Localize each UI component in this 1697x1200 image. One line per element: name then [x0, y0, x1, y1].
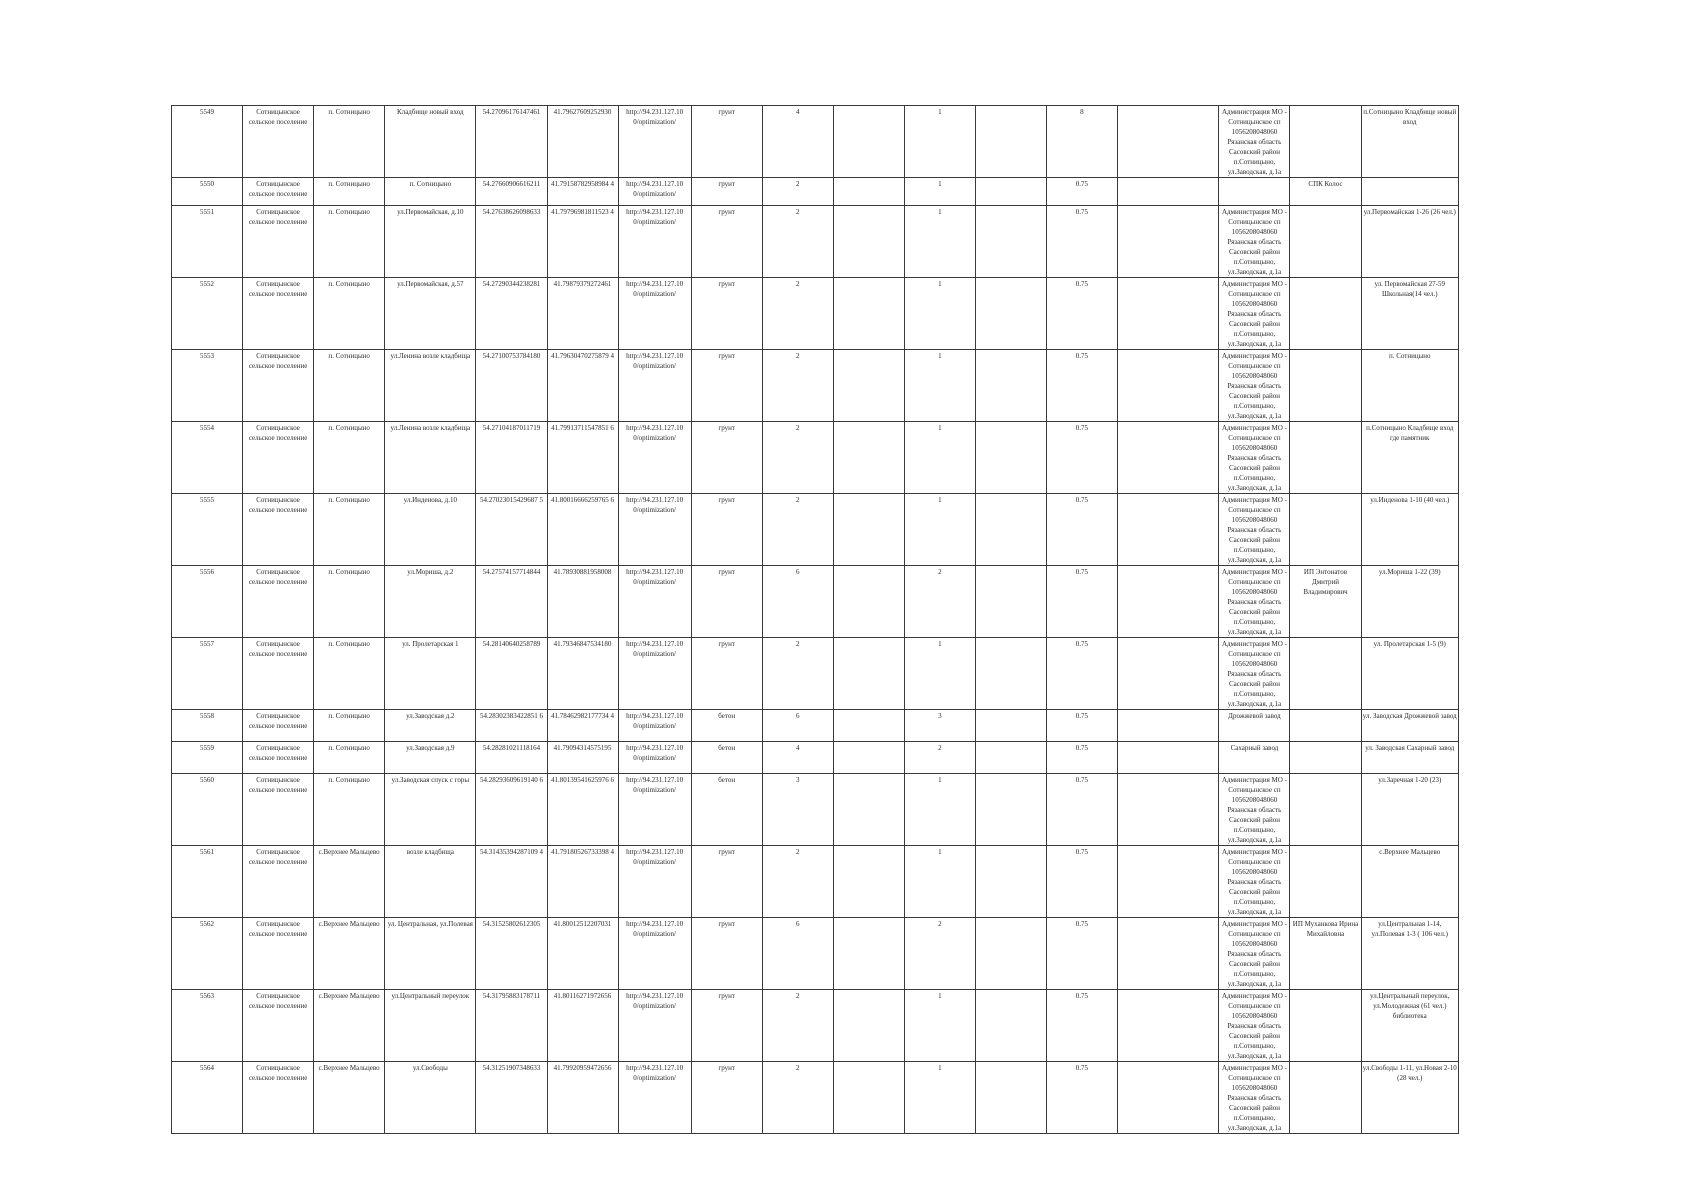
cell-locality: п. Сотницыно — [314, 106, 385, 178]
cell-owner: Администрация МО - Сотницынское сп 1056208048060 Рязанская область Сасовский район п.Сотницыно, ул.Заводская, д.1а — [1219, 638, 1290, 710]
cell-empty-1 — [833, 774, 904, 846]
cell-settlement: Сотницынское сельское поселение — [243, 278, 314, 350]
cell-area: 6 — [762, 566, 833, 638]
cell-empty-1 — [833, 1062, 904, 1134]
cell-owner: Администрация МО - Сотницынское сп 1056208048060 Рязанская область Сасовский район п.Сотницыно, ул.Заводская, д.1а — [1219, 1062, 1290, 1134]
cell-containers: 1 — [904, 846, 975, 918]
table-row — [172, 774, 1459, 846]
cell-organization — [1290, 278, 1361, 350]
cell-organization — [1290, 774, 1361, 846]
cell-organization: ИП Муханкова Ирина Михайловна — [1290, 918, 1361, 990]
cell-surface: грунт — [691, 350, 762, 422]
cell-organization — [1290, 494, 1361, 566]
table-row — [172, 278, 1459, 350]
cell-url: http://94.231.127.10 0/optimization/ — [618, 178, 691, 206]
table-row — [172, 566, 1459, 638]
cell-address: ул.Центральный переулок — [385, 990, 476, 1062]
cell-organization — [1290, 350, 1361, 422]
table-row — [172, 178, 1459, 206]
cell-owner: Администрация МО - Сотницынское сп 1056208048060 Рязанская область Сасовский район п.Сотницыно, ул.Заводская, д.1а — [1219, 350, 1290, 422]
cell-empty-1 — [833, 422, 904, 494]
cell-surface: бетон — [691, 742, 762, 774]
cell-empty-2 — [975, 494, 1046, 566]
cell-surface: грунт — [691, 422, 762, 494]
cell-latitude: 54.28140640258789 — [476, 638, 547, 710]
cell-longitude: 41.79913711547851 6 — [547, 422, 618, 494]
table-row — [172, 422, 1459, 494]
cell-settlement: Сотницынское сельское поселение — [243, 774, 314, 846]
table-row — [172, 918, 1459, 990]
cell-volume: 0.75 — [1046, 918, 1117, 990]
cell-empty-1 — [833, 350, 904, 422]
cell-url: http://94.231.127.10 0/optimization/ — [618, 206, 691, 278]
cell-url: http://94.231.127.10 0/optimization/ — [618, 494, 691, 566]
cell-address: Кладбище новый вход — [385, 106, 476, 178]
cell-number: 5559 — [172, 742, 243, 774]
cell-empty-3 — [1117, 350, 1218, 422]
cell-containers: 2 — [904, 918, 975, 990]
cell-organization — [1290, 742, 1361, 774]
cell-empty-3 — [1117, 638, 1218, 710]
cell-number: 5555 — [172, 494, 243, 566]
cell-served-objects: с.Верхнее Мальцево — [1361, 846, 1458, 918]
cell-empty-3 — [1117, 206, 1218, 278]
cell-empty-3 — [1117, 918, 1218, 990]
cell-longitude: 41.79630470275879 4 — [547, 350, 618, 422]
cell-number: 5563 — [172, 990, 243, 1062]
cell-address: ул.Заводская д.9 — [385, 742, 476, 774]
cell-locality: п. Сотницыно — [314, 178, 385, 206]
cell-address: ул.Первомайская, д.10 — [385, 206, 476, 278]
cell-locality: п. Сотницыно — [314, 278, 385, 350]
cell-volume: 0.75 — [1046, 350, 1117, 422]
cell-served-objects: ул.Мориша 1-22 (39) — [1361, 566, 1458, 638]
cell-longitude: 41.79796981811523 4 — [547, 206, 618, 278]
cell-owner: Администрация МО - Сотницынское сп 1056208048060 Рязанская область Сасовский район п.Сотницыно, ул.Заводская, д.1а — [1219, 422, 1290, 494]
cell-url: http://94.231.127.10 0/optimization/ — [618, 742, 691, 774]
cell-containers: 3 — [904, 710, 975, 742]
table-row — [172, 106, 1459, 178]
cell-empty-2 — [975, 178, 1046, 206]
cell-served-objects: ул. Пролетарская 1-5 (9) — [1361, 638, 1458, 710]
cell-empty-3 — [1117, 106, 1218, 178]
cell-settlement: Сотницынское сельское поселение — [243, 742, 314, 774]
cell-url: http://94.231.127.10 0/optimization/ — [618, 846, 691, 918]
cell-empty-1 — [833, 638, 904, 710]
cell-locality: п. Сотницыно — [314, 742, 385, 774]
cell-empty-1 — [833, 278, 904, 350]
table-row — [172, 1062, 1459, 1134]
cell-surface: грунт — [691, 178, 762, 206]
cell-volume: 0.75 — [1046, 494, 1117, 566]
cell-number: 5553 — [172, 350, 243, 422]
cell-surface: грунт — [691, 638, 762, 710]
cell-empty-3 — [1117, 742, 1218, 774]
cell-url: http://94.231.127.10 0/optimization/ — [618, 1062, 691, 1134]
registry-table — [171, 105, 1459, 1134]
cell-surface: бетон — [691, 774, 762, 846]
cell-settlement: Сотницынское сельское поселение — [243, 990, 314, 1062]
cell-owner: Администрация МО - Сотницынское сп 1056208048060 Рязанская область Сасовский район п.Сотницыно, ул.Заводская, д.1а — [1219, 774, 1290, 846]
cell-url: http://94.231.127.10 0/optimization/ — [618, 918, 691, 990]
cell-latitude: 54.27100753784180 — [476, 350, 547, 422]
cell-owner: Администрация МО - Сотницынское сп 1056208048060 Рязанская область Сасовский район п.Сотницыно, ул.Заводская, д.1а — [1219, 918, 1290, 990]
cell-empty-3 — [1117, 178, 1218, 206]
cell-latitude: 54.27290344238281 — [476, 278, 547, 350]
cell-area: 6 — [762, 710, 833, 742]
cell-owner: Сахарный завод — [1219, 742, 1290, 774]
cell-address: возле кладбища — [385, 846, 476, 918]
table-row — [172, 846, 1459, 918]
cell-containers: 2 — [904, 742, 975, 774]
cell-area: 2 — [762, 1062, 833, 1134]
cell-volume: 0.75 — [1046, 990, 1117, 1062]
cell-empty-3 — [1117, 422, 1218, 494]
cell-owner: Администрация МО - Сотницынское сп 1056208048060 Рязанская область Сасовский район п.Сотницыно, ул.Заводская, д.1а — [1219, 990, 1290, 1062]
cell-area: 3 — [762, 774, 833, 846]
cell-locality: п. Сотницыно — [314, 494, 385, 566]
cell-area: 2 — [762, 990, 833, 1062]
cell-empty-2 — [975, 106, 1046, 178]
cell-area: 4 — [762, 742, 833, 774]
cell-surface: грунт — [691, 846, 762, 918]
cell-latitude: 54.28281021118164 — [476, 742, 547, 774]
cell-number: 5562 — [172, 918, 243, 990]
cell-owner — [1219, 178, 1290, 206]
cell-locality: с.Верхнее Мальцево — [314, 918, 385, 990]
cell-containers: 1 — [904, 278, 975, 350]
cell-empty-2 — [975, 774, 1046, 846]
cell-volume: 0.75 — [1046, 710, 1117, 742]
cell-url: http://94.231.127.10 0/optimization/ — [618, 990, 691, 1062]
cell-longitude: 41.78930881958008 — [547, 566, 618, 638]
cell-served-objects: п. Сотницыно — [1361, 350, 1458, 422]
cell-url: http://94.231.127.10 0/optimization/ — [618, 638, 691, 710]
cell-empty-3 — [1117, 710, 1218, 742]
cell-organization: СПК Колос — [1290, 178, 1361, 206]
cell-longitude: 41.79180526733398 4 — [547, 846, 618, 918]
cell-longitude: 41.79094314575195 — [547, 742, 618, 774]
cell-empty-1 — [833, 918, 904, 990]
cell-empty-1 — [833, 846, 904, 918]
cell-empty-2 — [975, 350, 1046, 422]
cell-number: 5560 — [172, 774, 243, 846]
cell-surface: грунт — [691, 106, 762, 178]
cell-settlement: Сотницынское сельское поселение — [243, 638, 314, 710]
cell-containers: 1 — [904, 206, 975, 278]
cell-surface: грунт — [691, 494, 762, 566]
cell-latitude: 54.27638626098633 — [476, 206, 547, 278]
cell-containers: 1 — [904, 494, 975, 566]
cell-volume: 0.75 — [1046, 638, 1117, 710]
cell-settlement: Сотницынское сельское поселение — [243, 918, 314, 990]
cell-longitude: 41.79879379272461 — [547, 278, 618, 350]
cell-empty-1 — [833, 990, 904, 1062]
cell-owner: Администрация МО - Сотницынское сп 1056208048060 Рязанская область Сасовский район п.Сотницыно, ул.Заводская, д.1а — [1219, 566, 1290, 638]
cell-empty-2 — [975, 990, 1046, 1062]
cell-address: ул.Свободы — [385, 1062, 476, 1134]
cell-empty-2 — [975, 710, 1046, 742]
cell-address: ул.Мориша, д.2 — [385, 566, 476, 638]
cell-longitude: 41.80012512207031 — [547, 918, 618, 990]
cell-empty-2 — [975, 206, 1046, 278]
cell-settlement: Сотницынское сельское поселение — [243, 178, 314, 206]
cell-latitude: 54.27660906616211 — [476, 178, 547, 206]
cell-area: 2 — [762, 350, 833, 422]
cell-organization: ИП Энтонатов Дмитрий Владимирович — [1290, 566, 1361, 638]
cell-empty-1 — [833, 178, 904, 206]
cell-volume: 0.75 — [1046, 566, 1117, 638]
cell-served-objects: ул. Первомайская 27-59 Школьная(14 чел.) — [1361, 278, 1458, 350]
cell-served-objects: ул. Заводская Сахарный завод — [1361, 742, 1458, 774]
cell-empty-1 — [833, 494, 904, 566]
cell-settlement: Сотницынское сельское поселение — [243, 566, 314, 638]
table-row — [172, 350, 1459, 422]
cell-served-objects: ул.Центральный переулок, ул.Молодежная (61 чел.) библиотека — [1361, 990, 1458, 1062]
cell-served-objects: ул.Заречная 1-20 (23) — [1361, 774, 1458, 846]
cell-number: 5554 — [172, 422, 243, 494]
cell-organization — [1290, 206, 1361, 278]
cell-number: 5564 — [172, 1062, 243, 1134]
cell-url: http://94.231.127.10 0/optimization/ — [618, 278, 691, 350]
cell-address: ул.Первомайская, д.57 — [385, 278, 476, 350]
cell-settlement: Сотницынское сельское поселение — [243, 350, 314, 422]
cell-settlement: Сотницынское сельское поселение — [243, 1062, 314, 1134]
cell-empty-2 — [975, 638, 1046, 710]
cell-area: 2 — [762, 422, 833, 494]
cell-number: 5557 — [172, 638, 243, 710]
cell-organization — [1290, 990, 1361, 1062]
cell-empty-3 — [1117, 494, 1218, 566]
cell-served-objects: ул.Центральная 1-14, ул.Полевая 1-3 ( 106 чел.) — [1361, 918, 1458, 990]
cell-url: http://94.231.127.10 0/optimization/ — [618, 710, 691, 742]
table-body — [172, 106, 1459, 1134]
cell-empty-2 — [975, 566, 1046, 638]
cell-volume: 0.75 — [1046, 422, 1117, 494]
cell-owner: Администрация МО - Сотницынское сп 1056208048060 Рязанская область Сасовский район п.Сотницыно, ул.Заводская, д.1а — [1219, 846, 1290, 918]
cell-settlement: Сотницынское сельское поселение — [243, 846, 314, 918]
cell-locality: п. Сотницыно — [314, 566, 385, 638]
cell-empty-3 — [1117, 566, 1218, 638]
cell-address: ул.Ленина возле кладбища — [385, 422, 476, 494]
cell-latitude: 54.28302383422851 6 — [476, 710, 547, 742]
table-row — [172, 990, 1459, 1062]
cell-served-objects: ул. Заводская Дрожжевой завод — [1361, 710, 1458, 742]
cell-longitude: 41.80116271972656 — [547, 990, 618, 1062]
cell-area: 6 — [762, 918, 833, 990]
cell-settlement: Сотницынское сельское поселение — [243, 206, 314, 278]
cell-longitude: 41.80016666259765 6 — [547, 494, 618, 566]
cell-longitude: 41.79627609252930 — [547, 106, 618, 178]
cell-latitude: 54.31435394287109 4 — [476, 846, 547, 918]
cell-containers: 1 — [904, 350, 975, 422]
cell-settlement: Сотницынское сельское поселение — [243, 106, 314, 178]
cell-owner: Администрация МО - Сотницынское сп 1056208048060 Рязанская область Сасовский район п.Сотницыно, ул.Заводская, д.1а — [1219, 278, 1290, 350]
cell-containers: 1 — [904, 1062, 975, 1134]
cell-organization — [1290, 846, 1361, 918]
cell-surface: грунт — [691, 566, 762, 638]
cell-number: 5552 — [172, 278, 243, 350]
cell-locality: п. Сотницыно — [314, 350, 385, 422]
cell-locality: с.Верхнее Мальцево — [314, 1062, 385, 1134]
cell-volume: 0.75 — [1046, 774, 1117, 846]
cell-latitude: 54.27096176147461 — [476, 106, 547, 178]
cell-organization — [1290, 106, 1361, 178]
cell-area: 4 — [762, 106, 833, 178]
cell-surface: грунт — [691, 1062, 762, 1134]
cell-settlement: Сотницынское сельское поселение — [243, 710, 314, 742]
cell-number: 5550 — [172, 178, 243, 206]
cell-longitude: 41.79920959472656 — [547, 1062, 618, 1134]
cell-number: 5556 — [172, 566, 243, 638]
cell-empty-2 — [975, 846, 1046, 918]
cell-area: 2 — [762, 494, 833, 566]
table-row — [172, 494, 1459, 566]
cell-url: http://94.231.127.10 0/optimization/ — [618, 350, 691, 422]
cell-empty-1 — [833, 710, 904, 742]
cell-served-objects: п.Сотницыно Кладбище вход где памятник — [1361, 422, 1458, 494]
cell-address: ул. Центральная, ул.Полевая — [385, 918, 476, 990]
cell-longitude: 41.78462982177734 4 — [547, 710, 618, 742]
table-row — [172, 206, 1459, 278]
cell-empty-3 — [1117, 774, 1218, 846]
cell-organization — [1290, 638, 1361, 710]
cell-empty-2 — [975, 278, 1046, 350]
cell-volume: 8 — [1046, 106, 1117, 178]
cell-served-objects: ул.Свободы 1-11, ул.Новая 2-10 (28 чел.) — [1361, 1062, 1458, 1134]
cell-latitude: 54.31795883178711 — [476, 990, 547, 1062]
cell-area: 2 — [762, 638, 833, 710]
cell-empty-1 — [833, 106, 904, 178]
cell-empty-2 — [975, 742, 1046, 774]
cell-empty-1 — [833, 742, 904, 774]
cell-address: ул.Заводская спуск с горы — [385, 774, 476, 846]
cell-latitude: 54.28293609619140 6 — [476, 774, 547, 846]
cell-url: http://94.231.127.10 0/optimization/ — [618, 422, 691, 494]
cell-empty-3 — [1117, 278, 1218, 350]
cell-containers: 1 — [904, 422, 975, 494]
cell-locality: п. Сотницыно — [314, 206, 385, 278]
cell-containers: 1 — [904, 178, 975, 206]
table-row — [172, 638, 1459, 710]
cell-containers: 1 — [904, 990, 975, 1062]
cell-owner: Администрация МО - Сотницынское сп 1056208048060 Рязанская область Сасовский район п.Сотницыно, ул.Заводская, д.1а — [1219, 494, 1290, 566]
cell-organization — [1290, 422, 1361, 494]
cell-locality: с.Верхнее Мальцево — [314, 990, 385, 1062]
cell-address: ул.Заводская д.2 — [385, 710, 476, 742]
cell-containers: 1 — [904, 638, 975, 710]
cell-owner: Дрожжевой завод — [1219, 710, 1290, 742]
cell-empty-1 — [833, 566, 904, 638]
cell-settlement: Сотницынское сельское поселение — [243, 494, 314, 566]
cell-number: 5558 — [172, 710, 243, 742]
cell-address: ул. Пролетарская 1 — [385, 638, 476, 710]
cell-empty-2 — [975, 1062, 1046, 1134]
cell-locality: п. Сотницыно — [314, 638, 385, 710]
cell-served-objects — [1361, 178, 1458, 206]
cell-volume: 0.75 — [1046, 742, 1117, 774]
cell-surface: грунт — [691, 278, 762, 350]
cell-latitude: 54.27104187011719 — [476, 422, 547, 494]
cell-surface: грунт — [691, 990, 762, 1062]
cell-address: п. Сотницыно — [385, 178, 476, 206]
cell-number: 5549 — [172, 106, 243, 178]
cell-longitude: 41.79158782958984 4 — [547, 178, 618, 206]
cell-settlement: Сотницынское сельское поселение — [243, 422, 314, 494]
cell-empty-2 — [975, 422, 1046, 494]
cell-organization — [1290, 710, 1361, 742]
cell-address: ул.Ленина возле кладбища — [385, 350, 476, 422]
cell-containers: 1 — [904, 774, 975, 846]
cell-area: 2 — [762, 206, 833, 278]
cell-volume: 0.75 — [1046, 1062, 1117, 1134]
cell-empty-3 — [1117, 990, 1218, 1062]
cell-empty-3 — [1117, 1062, 1218, 1134]
cell-volume: 0.75 — [1046, 846, 1117, 918]
cell-volume: 0.75 — [1046, 278, 1117, 350]
cell-owner: Администрация МО - Сотницынское сп 1056208048060 Рязанская область Сасовский район п.Сотницыно, ул.Заводская, д.1а — [1219, 106, 1290, 178]
table-row — [172, 710, 1459, 742]
cell-latitude: 54.31525802612305 — [476, 918, 547, 990]
cell-url: http://94.231.127.10 0/optimization/ — [618, 566, 691, 638]
cell-empty-3 — [1117, 846, 1218, 918]
cell-locality: п. Сотницыно — [314, 710, 385, 742]
cell-latitude: 54.31251907348633 — [476, 1062, 547, 1134]
cell-area: 2 — [762, 178, 833, 206]
cell-volume: 0.75 — [1046, 178, 1117, 206]
cell-surface: грунт — [691, 918, 762, 990]
cell-latitude: 54.27023015429687 5 — [476, 494, 547, 566]
cell-served-objects: п.Сотницыно Кладбище новый вход — [1361, 106, 1458, 178]
cell-number: 5551 — [172, 206, 243, 278]
cell-locality: с.Верхнее Мальцево — [314, 846, 385, 918]
cell-empty-2 — [975, 918, 1046, 990]
cell-locality: п. Сотницыно — [314, 422, 385, 494]
cell-url: http://94.231.127.10 0/optimization/ — [618, 774, 691, 846]
cell-surface: грунт — [691, 206, 762, 278]
cell-address: ул.Инденова, д.10 — [385, 494, 476, 566]
cell-number: 5561 — [172, 846, 243, 918]
cell-surface: бетон — [691, 710, 762, 742]
cell-served-objects: ул.Инденова 1-10 (40 чел.) — [1361, 494, 1458, 566]
cell-empty-1 — [833, 206, 904, 278]
cell-longitude: 41.79346847534180 — [547, 638, 618, 710]
cell-containers: 1 — [904, 106, 975, 178]
cell-latitude: 54.27574157714844 — [476, 566, 547, 638]
cell-locality: п. Сотницыно — [314, 774, 385, 846]
cell-longitude: 41.80139541625976 6 — [547, 774, 618, 846]
cell-owner: Администрация МО - Сотницынское сп 1056208048060 Рязанская область Сасовский район п.Сотницыно, ул.Заводская, д.1а — [1219, 206, 1290, 278]
cell-area: 2 — [762, 278, 833, 350]
cell-url: http://94.231.127.10 0/optimization/ — [618, 106, 691, 178]
cell-area: 2 — [762, 846, 833, 918]
table-row — [172, 742, 1459, 774]
cell-volume: 0.75 — [1046, 206, 1117, 278]
cell-containers: 2 — [904, 566, 975, 638]
cell-organization — [1290, 1062, 1361, 1134]
cell-served-objects: ул.Первомайская 1-26 (26 чел.) — [1361, 206, 1458, 278]
